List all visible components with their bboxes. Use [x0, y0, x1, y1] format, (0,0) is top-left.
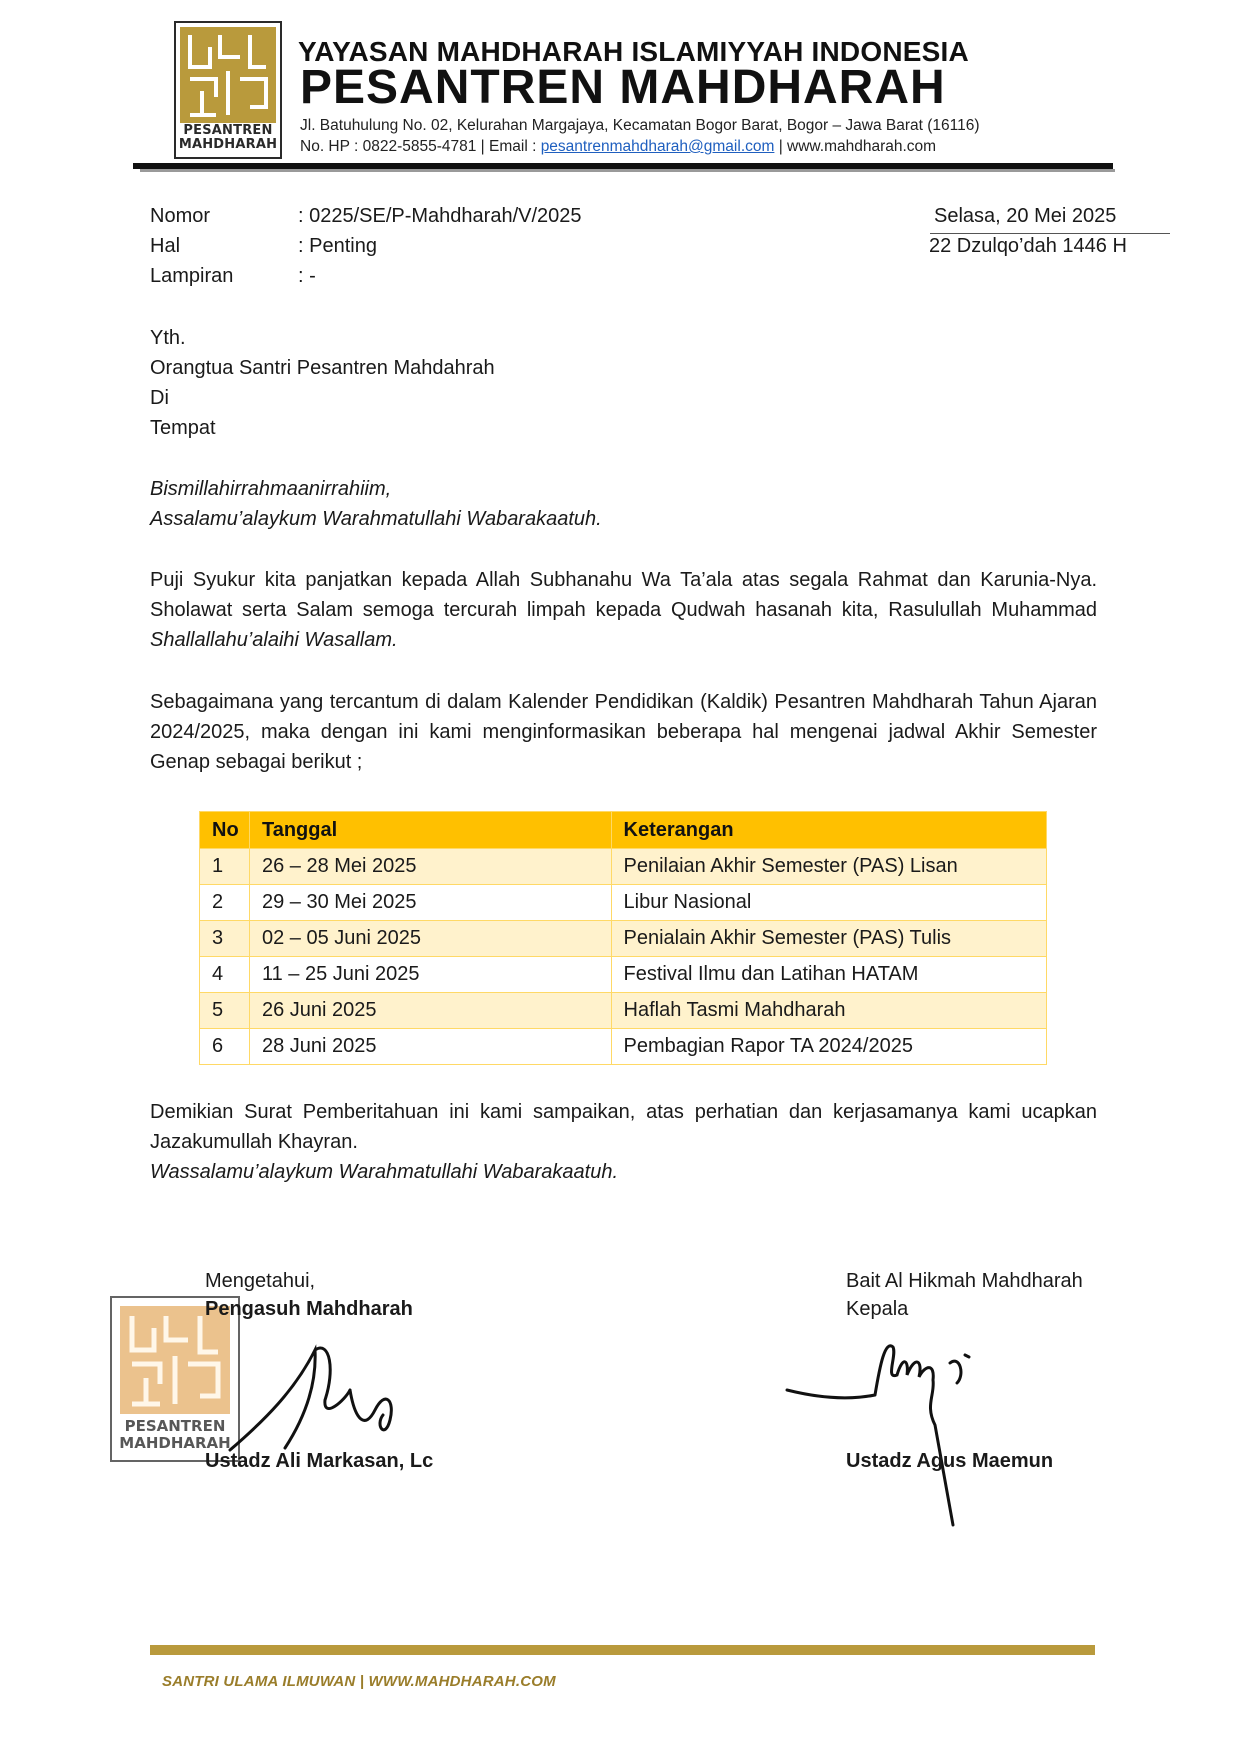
cell-no: 6	[200, 1029, 250, 1065]
organization-logo	[174, 21, 282, 159]
email-link[interactable]: pesantrenmahdharah@gmail.com	[540, 138, 775, 155]
recipient-line: Orangtua Santri Pesantren Mahdahrah	[150, 357, 495, 379]
table-row	[200, 1029, 1047, 1065]
left-signature-scribble-icon	[225, 1330, 405, 1460]
lampiran-value: : -	[298, 265, 316, 287]
cell-tanggal: 11 – 25 Juni 2025	[249, 957, 611, 993]
logo-text-line2: MAHDHARAH	[178, 137, 278, 152]
organization-name: PESANTREN MAHDHARAH	[300, 61, 946, 114]
organization-address: Jl. Batuhulung No. 02, Kelurahan Margajaya, Kecamatan Bogor Barat, Bogor – Jawa Barat (16116)	[300, 117, 980, 134]
greeting-block	[150, 474, 1097, 534]
header-tanggal: Tanggal	[249, 812, 611, 849]
cell-keterangan: Pembagian Rapor TA 2024/2025	[611, 1029, 1047, 1065]
stamp-emblem-icon	[120, 1306, 230, 1414]
date-underline	[930, 233, 1170, 234]
footer-tagline: SANTRI ULAMA ILMUWAN | WWW.MAHDHARAH.COM	[162, 1673, 556, 1690]
cell-keterangan: Penialain Akhir Semester (PAS) Tulis	[611, 921, 1047, 957]
nomor-label: Nomor	[150, 205, 211, 227]
cell-no: 1	[200, 849, 250, 885]
cell-tanggal: 29 – 30 Mei 2025	[249, 885, 611, 921]
salam-closing: Wassalamu’alaykum Warahmatullahi Wabarakaatuh.	[150, 1161, 618, 1183]
contact-phone: No. HP : 0822-5855-4781 | Email :	[300, 138, 541, 155]
closing-paragraph: Demikian Surat Pemberitahuan ini kami sampaikan, atas perhatian dan kerjasamanya kami ucapkan Jazakumullah Khayran.	[150, 1101, 1097, 1153]
logo-emblem-icon	[180, 27, 276, 123]
stamp-text-line2: MAHDHARAH	[119, 1434, 231, 1452]
body-paragraph-1	[150, 565, 1097, 655]
cell-keterangan: Festival Ilmu dan Latihan HATAM	[611, 957, 1047, 993]
header-keterangan: Keterangan	[611, 812, 1047, 849]
schedule-table	[199, 811, 1047, 1065]
table-row	[200, 921, 1047, 957]
footer-divider	[150, 1645, 1095, 1655]
cell-no: 2	[200, 885, 250, 921]
salam-opening: Assalamu’alaykum Warahmatullahi Wabarakaatuh.	[150, 508, 602, 530]
right-signature-role: Kepala	[846, 1298, 909, 1320]
recipient-block	[150, 323, 1097, 443]
foundation-name: YAYASAN MAHDHARAH ISLAMIYYAH INDONESIA	[298, 36, 969, 67]
stamp-text-line1: PESANTREN	[124, 1417, 226, 1435]
table-row	[200, 849, 1047, 885]
cell-keterangan: Haflah Tasmi Mahdharah	[611, 993, 1047, 1029]
header-no: No	[200, 812, 250, 849]
table-header-row	[200, 812, 1047, 849]
cell-tanggal: 26 Juni 2025	[249, 993, 611, 1029]
logo-text-line1: PESANTREN	[183, 123, 273, 138]
letter-date: Selasa, 20 Mei 2025	[934, 205, 1117, 227]
right-signatory-name: Ustadz Agus Maemun	[846, 1450, 1054, 1472]
recipient-line: Tempat	[150, 417, 216, 439]
paragraph-text: Puji Syukur kita panjatkan kepada Allah Subhanahu Wa Ta’ala atas segala Rahmat dan Karunia-Nya. Sholawat serta Salam semoga tercurah limpah kepada Qudwah hasanah kita, Rasulullah Muhammad	[150, 569, 1097, 621]
organization-contact	[300, 138, 936, 156]
cell-keterangan: Penilaian Akhir Semester (PAS) Lisan	[611, 849, 1047, 885]
body-paragraph-2: Sebagaimana yang tercantum di dalam Kalender Pendidikan (Kaldik) Pesantren Mahdharah Tahun Ajaran 2024/2025, maka dengan ini kami menginformasikan beberapa hal mengenai jadwal Akhir Semester Genap sebagai berikut ;	[150, 691, 1097, 773]
lampiran-label: Lampiran	[150, 265, 234, 287]
recipient-line: Yth.	[150, 327, 186, 349]
hal-label: Hal	[150, 235, 181, 257]
left-signature-role: Pengasuh Mahdharah	[205, 1298, 413, 1320]
right-signature-label: Bait Al Hikmah Mahdharah	[846, 1270, 1083, 1292]
hal-value: : Penting	[298, 235, 377, 257]
header-divider-shadow	[140, 169, 1115, 172]
recipient-line: Di	[150, 387, 169, 409]
cell-no: 4	[200, 957, 250, 993]
table-row	[200, 993, 1047, 1029]
table-row	[200, 885, 1047, 921]
left-signatory-name: Ustadz Ali Markasan, Lc	[205, 1450, 434, 1472]
right-signature-scribble-icon	[785, 1335, 1005, 1535]
cell-keterangan: Libur Nasional	[611, 885, 1047, 921]
cell-no: 3	[200, 921, 250, 957]
cell-tanggal: 28 Juni 2025	[249, 1029, 611, 1065]
contact-website: | www.mahdharah.com	[774, 138, 937, 155]
cell-no: 5	[200, 993, 250, 1029]
nomor-value: : 0225/SE/P-Mahdharah/V/2025	[298, 205, 582, 227]
table-row	[200, 957, 1047, 993]
hijri-date: 22 Dzulqo’dah 1446 H	[929, 235, 1127, 257]
cell-tanggal: 26 – 28 Mei 2025	[249, 849, 611, 885]
paragraph-italic-text: Shallallahu’alaihi Wasallam.	[150, 629, 398, 651]
basmalah: Bismillahirrahmaanirrahiim,	[150, 478, 392, 500]
cell-tanggal: 02 – 05 Juni 2025	[249, 921, 611, 957]
left-signature-label: Mengetahui,	[205, 1270, 316, 1292]
